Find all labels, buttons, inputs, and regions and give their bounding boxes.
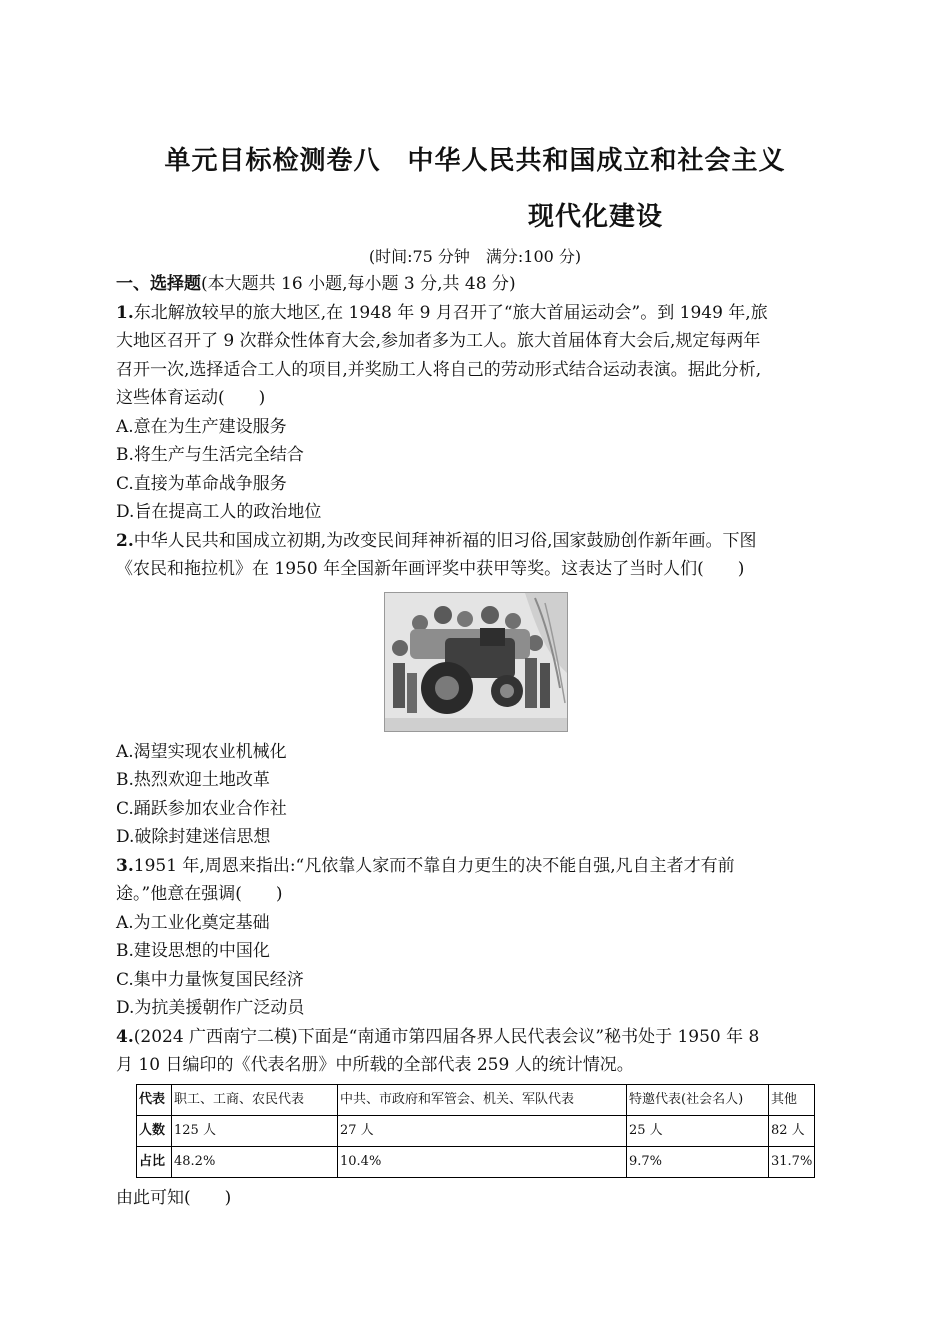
question-number: 2. [116, 530, 134, 551]
table-cell: 特邀代表(社会名人) [627, 1084, 769, 1115]
table-cell: 125 人 [172, 1115, 338, 1146]
question-stem-line: 召开一次,选择适合工人的项目,并奖励工人将自己的劳动形式结合运动表演。据此分析, [116, 359, 762, 380]
option-a: A.意在为生产建设服务 [116, 416, 287, 437]
table-row [137, 1084, 815, 1115]
option-d: D.为抗美援朝作广泛动员 [116, 998, 305, 1018]
option-b: B.将生产与生活完全结合 [116, 445, 304, 465]
question-number: 3. [116, 855, 134, 876]
question-stem-line: 3.1951 年,周恩来指出:“凡依靠人家而不靠自力更生的决不能自强,凡自主者才有前 [116, 855, 735, 876]
page-title: 单元目标检测卷八 中华人民共和国成立和社会主义 [164, 146, 786, 176]
option-b: B.热烈欢迎土地改革 [116, 770, 270, 790]
table-row [137, 1146, 815, 1177]
question-stem-line: 《农民和拖拉机》在 1950 年全国新年画评奖中获甲等奖。这表达了当时人们( ) [116, 559, 745, 579]
table-cell: 占比 [137, 1146, 172, 1177]
page-title-continued: 现代化建设 [528, 202, 664, 232]
new-year-painting-image [384, 592, 568, 732]
option-a: A.渴望实现农业机械化 [116, 741, 287, 762]
table-cell: 31.7% [769, 1146, 815, 1177]
question-number: 1. [116, 302, 134, 323]
question-body [116, 270, 836, 1212]
question-stem-line: 1.东北解放较早的旅大地区,在 1948 年 9 月召开了“旅大首届运动会”。到 1949 年,旅 [116, 302, 768, 323]
table-cell: 9.7% [627, 1146, 769, 1177]
table-cell: 代表 [137, 1084, 172, 1115]
table-cell: 25 人 [627, 1115, 769, 1146]
question-4 [116, 1023, 836, 1213]
option-d: D.旨在提高工人的政治地位 [116, 502, 322, 522]
option-c: C.踊跃参加农业合作社 [116, 798, 287, 819]
table-cell: 其他 [769, 1084, 815, 1115]
question-stem-line: 月 10 日编印的《代表名册》中所载的全部代表 259 人的统计情况。 [116, 1055, 634, 1075]
question-number: 4. [116, 1026, 134, 1047]
question-2 [116, 527, 836, 852]
option-d: D.破除封建迷信思想 [116, 827, 271, 847]
question-stem-line: 4.(2024 广西南宁二模)下面是“南通市第四届各界人民代表会议”秘书处于 1950 年 8 [116, 1026, 760, 1047]
option-a: A.为工业化奠定基础 [116, 912, 270, 933]
table-cell: 82 人 [769, 1115, 815, 1146]
exam-info: (时间:75 分钟 满分:100 分) [368, 247, 582, 266]
table-cell: 48.2% [172, 1146, 338, 1177]
option-b: B.建设思想的中国化 [116, 941, 270, 961]
question-stem-line: 这些体育运动( ) [116, 388, 266, 408]
farmers-tractor-illustration [385, 593, 567, 731]
section-heading: 一、选择题(本大题共 16 小题,每小题 3 分,共 48 分) [116, 274, 516, 294]
table-cell: 10.4% [338, 1146, 627, 1177]
question-1 [116, 299, 836, 527]
table-row [137, 1115, 815, 1146]
question-followup: 由此可知( ) [116, 1187, 232, 1208]
question-stem-line: 途。”他意在强调( ) [116, 884, 283, 904]
question-stem-line: 大地区召开了 9 次群众性体育大会,参加者多为工人。旅大首届体育大会后,规定每两年 [116, 331, 761, 351]
delegate-stats-table [136, 1084, 815, 1178]
table-cell: 27 人 [338, 1115, 627, 1146]
question-stem-line: 2.中华人民共和国成立初期,为改变民间拜神祈福的旧习俗,国家鼓励创作新年画。下图 [116, 530, 757, 551]
option-c: C.直接为革命战争服务 [116, 473, 287, 494]
table-cell: 中共、市政府和军管会、机关、军队代表 [338, 1084, 627, 1115]
table-cell: 职工、工商、农民代表 [172, 1084, 338, 1115]
question-3 [116, 852, 836, 1023]
table-cell: 人数 [137, 1115, 172, 1146]
option-c: C.集中力量恢复国民经济 [116, 969, 304, 990]
